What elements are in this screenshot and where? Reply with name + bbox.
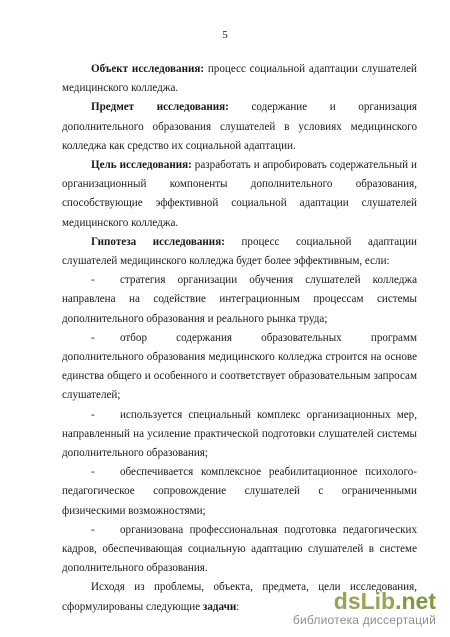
goal-text: разработать и апробировать содержательный и организационный компоненты дополнительного образования, способствующие эффективной социальной адаптации слушателей медицинского колледжа. bbox=[62, 159, 417, 229]
goal-paragraph bbox=[62, 156, 417, 233]
dslib-watermark bbox=[266, 589, 436, 627]
item-text: используется специальный комплекс организационных мер, направленный на усиление практической подготовки слушателей системы дополнительного образования; bbox=[62, 408, 417, 460]
hypothesis-item bbox=[62, 463, 417, 521]
object-text: процесс социальной адаптации слушателей медицинского колледжа. bbox=[62, 63, 417, 95]
hypothesis-item bbox=[62, 521, 417, 579]
document-body bbox=[62, 60, 417, 617]
logo-part-1: dsLib bbox=[333, 588, 396, 614]
item-text: организована профессиональная подготовка педагогических кадров, обеспечивающая социальную адаптацию слушателей в системе дополнительного образования. bbox=[62, 523, 417, 575]
item-dash: - bbox=[91, 523, 95, 536]
object-label: Объект исследования: bbox=[91, 63, 205, 75]
item-dash: - bbox=[91, 408, 95, 421]
dslib-subtitle: библиотека диссертаций bbox=[292, 613, 436, 627]
subject-label: Предмет исследования: bbox=[91, 101, 229, 114]
hypothesis-paragraph bbox=[62, 233, 417, 271]
tasks-label: задачи bbox=[202, 600, 237, 613]
logo-part-2: .net bbox=[395, 588, 436, 614]
closing-text: Исходя из проблемы, объекта, предмета, цели исследования, сформулированы следующие bbox=[62, 581, 417, 613]
closing-end: : bbox=[236, 600, 240, 613]
goal-label: Цель исследования: bbox=[91, 159, 192, 172]
dslib-logo bbox=[266, 589, 436, 613]
item-text: отбор содержания образовательных программ дополнительного образования медицинского колледжа строится на основе единства общего и особенного и соответствует образовательным запросам слушателей; bbox=[62, 331, 417, 402]
hypothesis-text: процесс социальной адаптации слушателей медицинского колледжа будет более эффективным, если: bbox=[62, 235, 417, 268]
subject-paragraph bbox=[62, 98, 417, 156]
item-text: стратегия организации обучения слушателей колледжа направлена на содействие интеграционным процессам системы дополнительного образования и реального рынка труда; bbox=[62, 274, 417, 325]
page-number: 5 bbox=[222, 29, 228, 41]
hypothesis-label: Гипотеза исследования: bbox=[91, 235, 225, 248]
hypothesis-item bbox=[62, 329, 417, 406]
item-text: обеспечивается комплексное реабилитационное психолого-педагогическое сопровождение слушателей с ограниченными физическими возможностями; bbox=[62, 466, 417, 517]
subject-text: содержание и организация дополнительного образования слушателей в условиях медицинского колледжа как средство их социальной адаптации. bbox=[62, 101, 417, 152]
item-dash: - bbox=[91, 466, 95, 479]
item-dash: - bbox=[91, 274, 95, 287]
hypothesis-item bbox=[62, 406, 417, 464]
hypothesis-item bbox=[62, 271, 417, 329]
object-paragraph bbox=[62, 60, 417, 98]
item-dash: - bbox=[91, 331, 95, 344]
